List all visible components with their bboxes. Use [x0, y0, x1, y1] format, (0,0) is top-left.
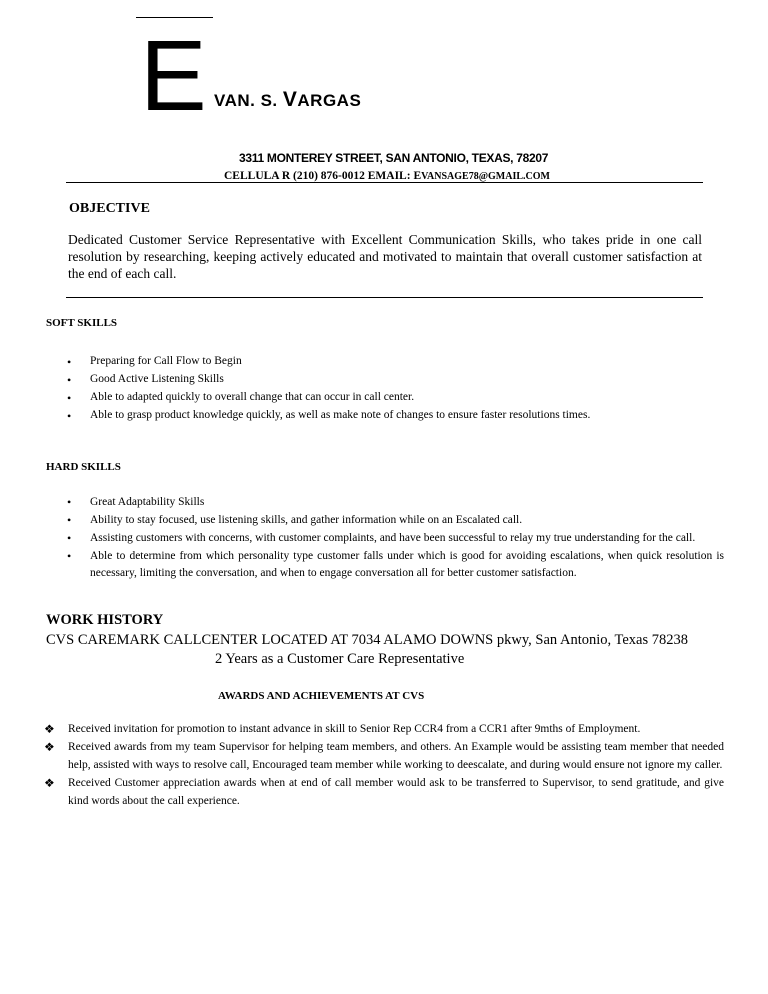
list-item: • Preparing for Call Flow to Begin — [60, 355, 590, 367]
list-item — [46, 774, 724, 810]
list-item — [46, 738, 724, 774]
objective-divider — [66, 297, 703, 298]
objective-heading: OBJECTIVE — [69, 201, 150, 216]
soft-skills-list — [60, 355, 590, 421]
diamond-bullet-icon: ❖ — [44, 776, 55, 790]
list-item — [46, 720, 724, 738]
job-duration: 2 Years as a Customer Care Representative — [215, 651, 465, 667]
list-item: • Able to adapted quickly to overall change that can occur in call center. — [60, 391, 590, 403]
list-item: • Great Adaptability Skills — [60, 494, 724, 511]
address-line: 3311 MONTEREY STREET, SAN ANTONIO, TEXAS, 78207 — [239, 151, 549, 165]
awards-list — [46, 720, 724, 810]
list-item: • Able to grasp product knowledge quickly, as well as make note of changes to ensure faster resolutions times. — [60, 409, 590, 421]
contact-line — [224, 170, 550, 182]
hard-skills-heading: HARD SKILLS — [46, 461, 121, 473]
list-item: • Assisting customers with concerns, with customer complaints, and have been successful to relay my true understanding for the call. — [60, 530, 724, 547]
award-text: Received awards from my team Supervisor for helping team members, and others. An Example would be assisting team member that needed help, assisted with ways to resolve call, Encouraged team member while working to deescalate, and during would ensure not ignore my caller. — [68, 741, 724, 771]
name-cap-2: V — [282, 88, 298, 111]
award-text: Received invitation for promotion to instant advance in skill to Senior Rep CCR4 from a CCR1 after 9mths of Employment. — [68, 723, 641, 735]
header-divider — [66, 182, 703, 183]
email-cap: E — [413, 170, 422, 182]
diamond-bullet-icon: ❖ — [44, 740, 55, 754]
name-part-1: VAN. S. — [214, 91, 283, 110]
header-top-rule — [136, 17, 213, 18]
contact-phone: CELLULA R (210) 876-0012 EMAIL: — [224, 170, 414, 182]
name-part-2: ARGAS — [297, 91, 362, 110]
name-initial: E — [140, 20, 207, 132]
work-history-heading: WORK HISTORY — [46, 612, 164, 628]
list-item: • Able to determine from which personality type customer falls under which is good for avoiding escalations, when quick resolution is necessary, limiting the conversation, and when to engage conversation all for better customer satisfaction. — [60, 548, 724, 582]
employer-line: CVS CAREMARK CALLCENTER LOCATED AT 7034 ALAMO DOWNS pkwy, San Antonio, Texas 78238 — [46, 632, 688, 648]
list-item: • Good Active Listening Skills — [60, 373, 590, 385]
candidate-name — [214, 90, 361, 111]
award-text: Received Customer appreciation awards when at end of call member would ask to be transferred to Supervisor, to send gratitude, and give kind words about the call experience. — [68, 777, 724, 807]
objective-text: Dedicated Customer Service Representative with Excellent Communication Skills, who takes pride in one call resolution by researching, keeping actively educated and motivated to maintain that overall customer satisfaction at the end of each call. — [68, 232, 702, 281]
soft-skills-heading: SOFT SKILLS — [46, 317, 118, 329]
list-item: • Ability to stay focused, use listening skills, and gather information while on an Escalated call. — [60, 512, 724, 529]
hard-skills-list — [60, 494, 724, 583]
diamond-bullet-icon: ❖ — [44, 722, 55, 736]
awards-heading: AWARDS AND ACHIEVEMENTS AT CVS — [218, 690, 425, 702]
email-rest: VANSAGE78@GMAIL.COM — [421, 171, 550, 182]
